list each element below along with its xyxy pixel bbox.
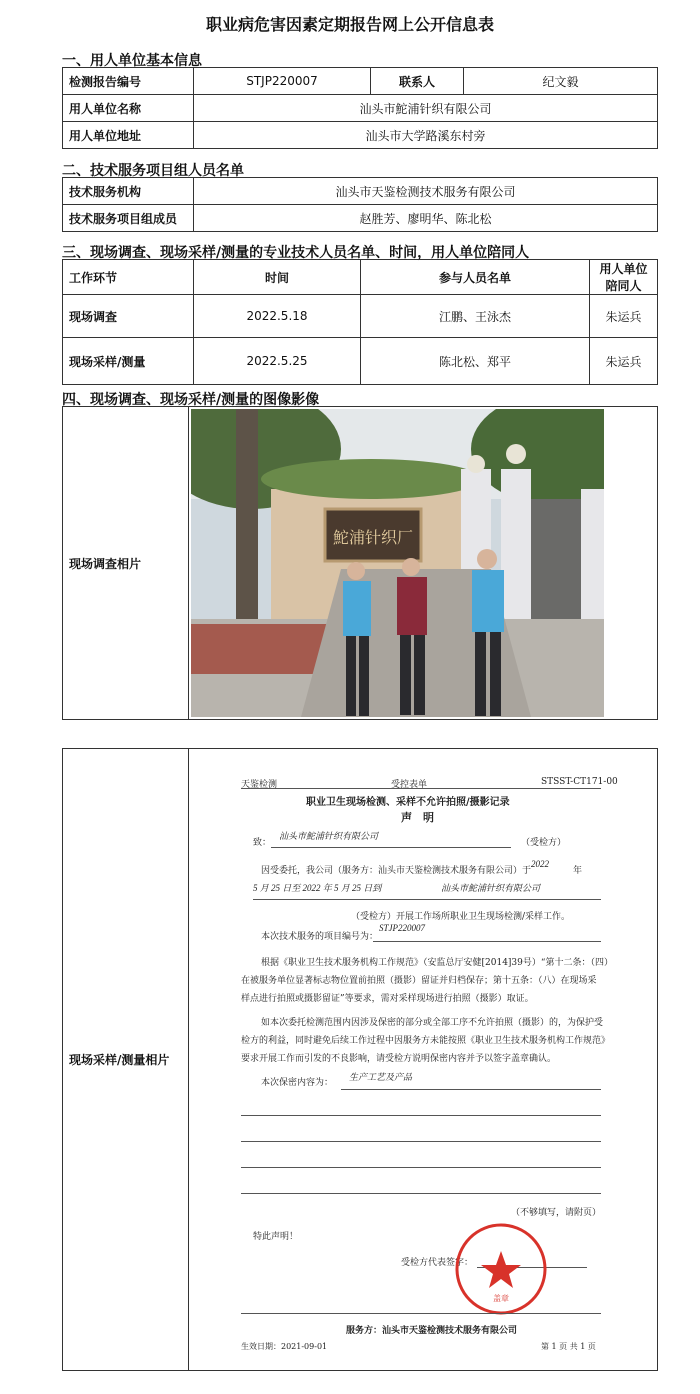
p11a: 本次保密内容为： <box>261 1078 334 1088</box>
doc-end: 特此声明！ <box>253 1232 299 1242</box>
p4-line <box>373 941 601 942</box>
p7: 样点进行拍照或摄影留证”等要求，需对采样现场进行拍照（摄影）取证。 <box>241 994 534 1004</box>
p11-hand: 生产工艺及产品 <box>349 1072 413 1082</box>
people-cell: 陈北松、郑平 <box>361 338 590 385</box>
p6: 在被服务单位显著标志物位置前拍照（摄影）留证并归档保存；第十五条：（八）在现场采 <box>241 976 597 986</box>
section-heading-team: 二、技术服务项目组人员名单 <box>62 163 244 179</box>
date-cell: 2022.5.25 <box>194 338 361 385</box>
gate-sign-text: 鮀浦针织厂 <box>332 528 414 547</box>
survey-photo-image <box>191 409 604 717</box>
section-heading-onsite: 三、现场调查、现场采样/测量的专业技术人员名单、时间，用人单位陪同人 <box>62 245 530 261</box>
fill-line-3 <box>241 1141 601 1142</box>
onsite-header-date: 时间 <box>194 260 361 295</box>
onsite-header-people: 参与人员名单 <box>361 260 590 295</box>
report-no-label: 检测报告编号 <box>63 68 194 95</box>
date-cell: 2022.5.18 <box>194 295 361 338</box>
contact-label: 联系人 <box>371 68 464 95</box>
team-table <box>62 177 658 232</box>
onsite-header-companion: 用人单位陪同人 <box>590 260 658 295</box>
survey-photo <box>191 409 604 717</box>
unit-name-label: 用人单位名称 <box>63 95 194 122</box>
to-line <box>271 847 511 848</box>
p1-year: 2022 <box>531 859 549 869</box>
fill-note: （不够填写，请附页） <box>511 1208 602 1218</box>
p1a: 因受委托，我公司（服务方：汕头市天鉴检测技术服务有限公司）于 <box>261 866 532 876</box>
people-cell: 江鹏、王泳杰 <box>361 295 590 338</box>
unit-name-value: 汕头市鮀浦针织有限公司 <box>194 95 658 122</box>
companion-cell: 朱运兵 <box>590 338 658 385</box>
p4-hand: STJP220007 <box>379 923 425 933</box>
unit-addr-value: 汕头市大学路溪东村旁 <box>194 122 658 149</box>
doc-heading: 职业卫生现场检测、采样不允许拍照/摄影记录 <box>306 797 510 808</box>
footer-rule <box>241 1313 601 1314</box>
p8: 如本次委托检测范围内因涉及保密的部分或全部工序不允许拍照（摄影）的，为保护受 <box>261 1018 604 1028</box>
p4a: 本次技术服务的项目编号为： <box>261 932 379 942</box>
section-heading-images: 四、现场调查、现场采样/测量的图像影像 <box>62 392 320 408</box>
table-row <box>63 338 658 385</box>
org-value: 汕头市天鉴检测技术服务有限公司 <box>194 178 658 205</box>
sign-label: 受检方代表签字： <box>401 1258 474 1268</box>
p3: （受检方）开展工作场所职业卫生现场检测/采样工作。 <box>351 912 571 922</box>
fill-line-4 <box>241 1167 601 1168</box>
company-seal <box>451 1219 551 1319</box>
footer-date: 生效日期：2021-09-01 <box>241 1342 328 1351</box>
p1b: 年 <box>573 866 583 876</box>
doc-subheading: 声 明 <box>401 811 434 824</box>
to-hand: 汕头市鮀浦针织有限公司 <box>279 831 379 841</box>
sampling-photo-label: 现场采样/测量相片 <box>63 749 189 1370</box>
companion-cell: 朱运兵 <box>590 295 658 338</box>
doc-top-left: 天鉴检测 <box>241 780 278 790</box>
p2-line <box>253 899 601 900</box>
survey-photo-label: 现场调查相片 <box>63 407 189 719</box>
to-prefix: 致： <box>253 838 272 848</box>
basic-info-table <box>62 67 658 149</box>
table-row <box>63 295 658 338</box>
stage-cell: 现场调查 <box>63 295 194 338</box>
p9: 检方的利益，同时避免后续工作过程中因服务方未能按照《职业卫生技术服务机构工作规范》 <box>241 1036 611 1046</box>
p10: 要求开展工作而引发的不良影响，请受检方说明保密内容并予以签字盖章确认。 <box>241 1054 557 1064</box>
p2-company: 汕头市鮀浦针织有限公司 <box>441 883 541 893</box>
members-value: 赵胜芳、廖明华、陈北松 <box>194 205 658 232</box>
doc-top-mid: 受控表单 <box>391 780 428 790</box>
seal-mark: 盖章 <box>493 1294 509 1303</box>
survey-photo-row <box>62 406 658 720</box>
p5: 根据《职业卫生技术服务机构工作规范》（安监总厅安健[2014]39号）“第十二条：（四） <box>261 958 613 968</box>
header-rule <box>241 788 601 789</box>
fill-line-1 <box>341 1089 601 1090</box>
members-label: 技术服务项目组成员 <box>63 205 194 232</box>
footer-service: 服务方：汕头市天鉴检测技术服务有限公司 <box>346 1326 518 1336</box>
footer-page: 第 1 页 共 1 页 <box>541 1342 596 1351</box>
onsite-header-stage: 工作环节 <box>63 260 194 295</box>
section-heading-basic: 一、用人单位基本信息 <box>62 53 202 69</box>
unit-addr-label: 用人单位地址 <box>63 122 194 149</box>
report-no-value: STJP220007 <box>194 68 371 95</box>
confidentiality-statement <box>201 757 641 1362</box>
page-title: 职业病危害因素定期报告网上公开信息表 <box>205 15 494 34</box>
p2-hand: 5 月 25 日至 2022 年 5 月 25 日到 <box>253 883 382 893</box>
sampling-photo-row <box>62 748 658 1371</box>
fill-line-2 <box>241 1115 601 1116</box>
contact-value: 纪文毅 <box>464 68 658 95</box>
to-suffix: （受检方） <box>521 838 567 848</box>
fill-line-5 <box>241 1193 601 1194</box>
doc-top-right: STSST-CT171-00 <box>541 777 618 787</box>
stage-cell: 现场采样/测量 <box>63 338 194 385</box>
onsite-table <box>62 259 658 385</box>
org-label: 技术服务机构 <box>63 178 194 205</box>
